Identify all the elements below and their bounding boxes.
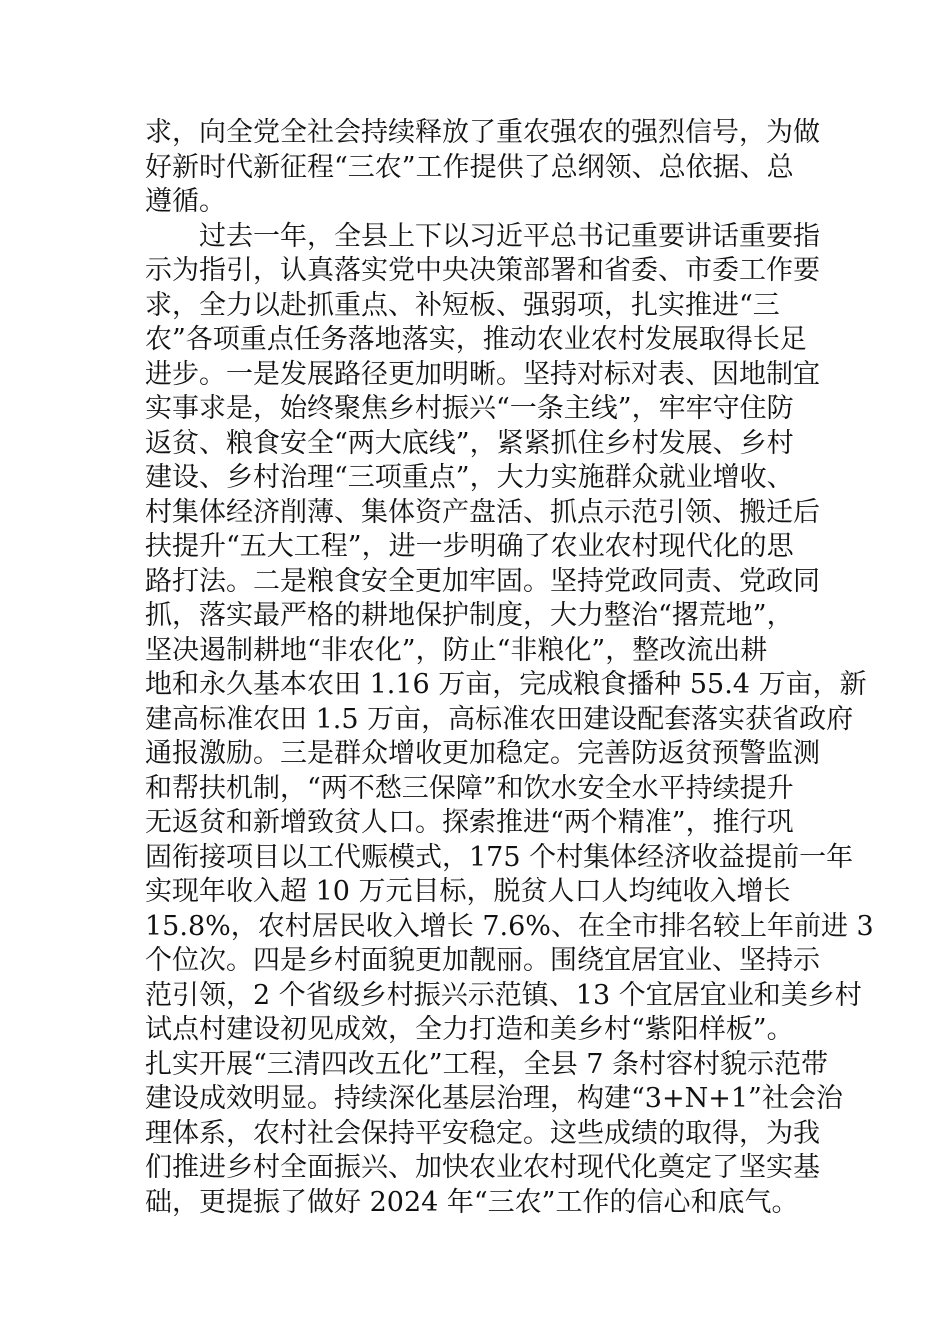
- text-line: 坚决遏制耕地“非农化”，防止“非粮化”，整改流出耕: [145, 634, 768, 666]
- text-line: 求，全力以赴抓重点、补短板、强弱项，扎实推进“三: [145, 289, 780, 321]
- text-line: 扎实开展“三清四改五化”工程，全县 7 条村容村貌示范带: [145, 1048, 828, 1080]
- text-line: 地和永久基本农田 1.16 万亩，完成粮食播种 55.4 万亩，新: [145, 669, 867, 700]
- text-line: 固衔接项目以工代赈模式，175 个村集体经济收益提前一年: [145, 841, 854, 873]
- text-line: 遵循。: [145, 186, 226, 217]
- text-line: 求，向全党全社会持续释放了重农强农的强烈信号，为做: [145, 117, 820, 148]
- text-line: 建设成效明显。持续深化基层治理，构建“3+N+1”社会治: [145, 1083, 843, 1114]
- text-line: 实现年收入超 10 万元目标，脱贫人口人均纯收入增长: [145, 876, 791, 907]
- text-line: 础，更提振了做好 2024 年“三农”工作的信心和底气。: [145, 1186, 799, 1218]
- text-line: 们推进乡村全面振兴、加快农业农村现代化奠定了坚实基: [145, 1152, 820, 1183]
- text-line: 进步。一是发展路径更加明晰。坚持对标对表、因地制宜: [145, 358, 820, 390]
- text-line: 示为指引，认真落实党中央决策部署和省委、市委工作要: [145, 255, 820, 286]
- text-line: 范引领，2 个省级乡村振兴示范镇、13 个宜居宜业和美乡村: [145, 979, 862, 1011]
- text-line: 农”各项重点任务落地落实，推动农业农村发展取得长足: [145, 324, 807, 355]
- text-line: 实事求是，始终聚焦乡村振兴“一条主线”，牢牢守住防: [145, 393, 794, 424]
- text-line: 和帮扶机制，“两不愁三保障”和饮水安全水平持续提升: [145, 772, 794, 804]
- text-line: 试点村建设初见成效，全力打造和美乡村“紫阳样板”。: [145, 1014, 794, 1045]
- text-line: 过去一年，全县上下以习近平总书记重要讲话重要指: [145, 220, 820, 252]
- text-line: 个位次。四是乡村面貌更加靓丽。围绕宜居宜业、坚持示: [145, 945, 820, 976]
- text-line: 理体系，农村社会保持平安稳定。这些成绩的取得，为我: [145, 1117, 820, 1149]
- text-line: 扶提升“五大工程”，进一步明确了农业农村现代化的思: [145, 531, 794, 562]
- text-line: 返贫、粮食安全“两大底线”，紧紧抓住乡村发展、乡村: [145, 427, 794, 459]
- text-line: 抓，落实最严格的耕地保护制度，大力整治“撂荒地”，: [145, 600, 794, 631]
- text-line: 无返贫和新增致贫人口。探索推进“两个精准”，推行巩: [145, 807, 794, 838]
- text-line: 路打法。二是粮食安全更加牢固。坚持党政同责、党政同: [145, 565, 820, 597]
- text-line: 建高标准农田 1.5 万亩，高标准农田建设配套落实获省政府: [145, 703, 854, 735]
- text-line: 建设、乡村治理“三项重点”，大力实施群众就业增收、: [145, 462, 794, 493]
- text-line: 15.8%，农村居民收入增长 7.6%、在全市排名较上年前进 3: [145, 910, 874, 942]
- text-line: 村集体经济削薄、集体资产盘活、抓点示范引领、搬迁后: [145, 496, 820, 528]
- text-line: 通报激励。三是群众增收更加稳定。完善防返贫预警监测: [145, 738, 820, 769]
- body-text: [145, 116, 874, 1220]
- text-line: 好新时代新征程“三农”工作提供了总纲领、总依据、总: [145, 151, 794, 183]
